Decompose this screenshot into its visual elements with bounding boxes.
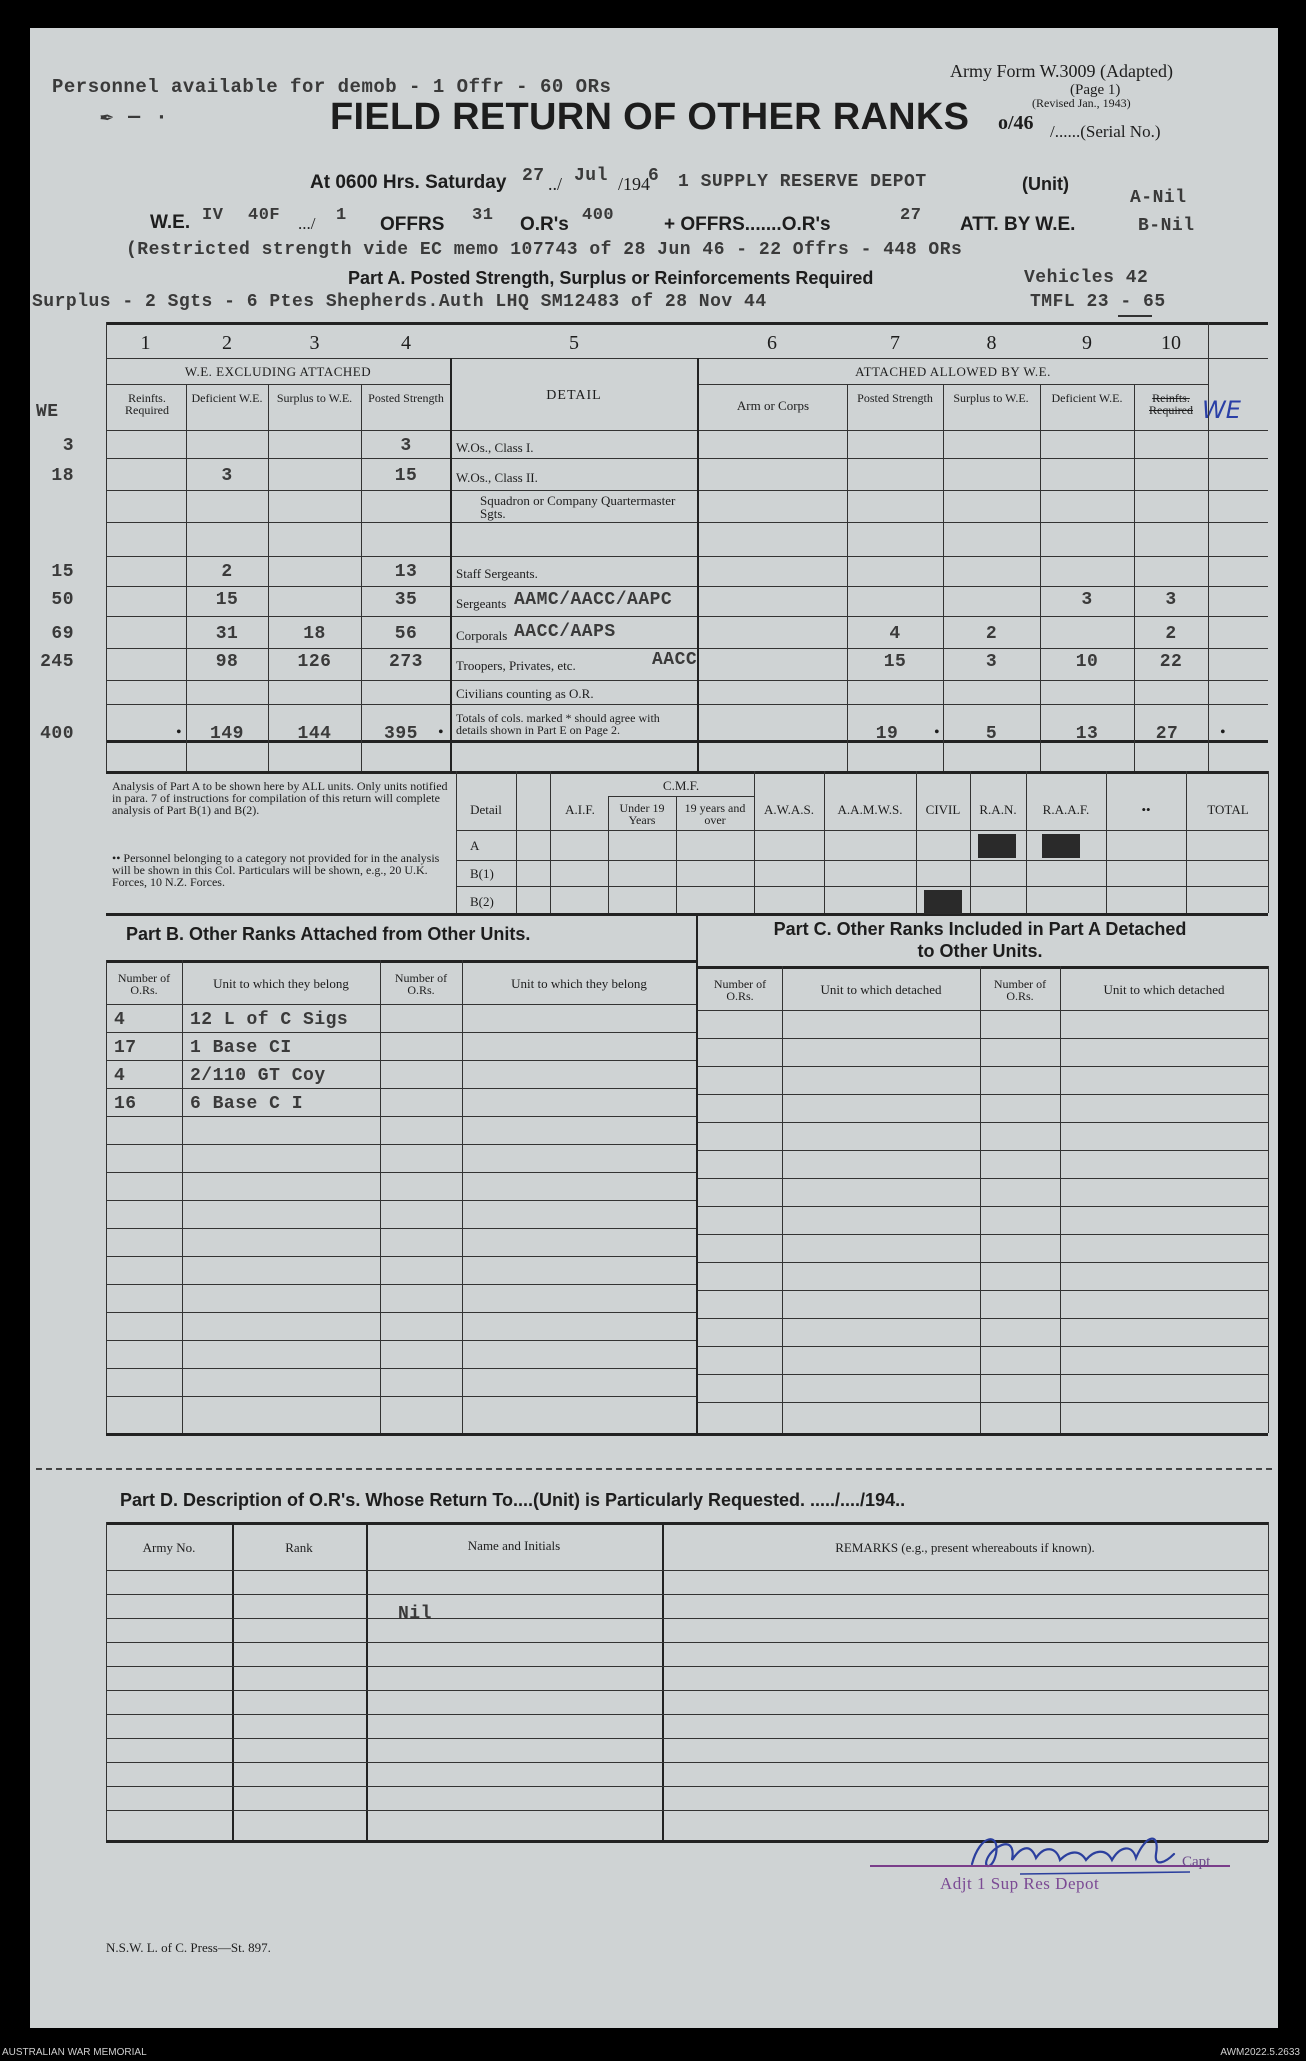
- day-value: 27: [522, 166, 545, 186]
- part-b-unit: 2/110 GT Coy: [190, 1066, 326, 1086]
- analysis-row-a: A: [470, 838, 480, 853]
- we-row-value: 50: [51, 590, 74, 610]
- pen-mark: ✒ ‒ ·: [100, 105, 169, 130]
- surplus-att: 2: [985, 624, 998, 644]
- year-digit: 6: [648, 166, 660, 186]
- offrs-label: OFFRS: [380, 214, 445, 235]
- analysis-note-1: Analysis of Part A to be shown here by ALL units. Only units notified in para. 7 of instructions for compilation of this return will complete analysis of Part B(1) and B(2).: [112, 779, 448, 817]
- detail-header: DETAIL: [546, 388, 602, 403]
- we-row-value: 69: [51, 624, 74, 644]
- part-c-num-header-2: Number of O.Rs.: [993, 977, 1047, 1003]
- col-head-deficient: Deficient W.E.: [191, 391, 263, 405]
- part-c-title: [700, 918, 1260, 962]
- detail-typed: AACC/AAPS: [514, 622, 616, 642]
- total-mark: •: [1220, 724, 1226, 741]
- posted-strength: 3: [400, 436, 412, 456]
- part-b-unit: 12 L of C Sigs: [190, 1010, 349, 1030]
- total-mark: •: [934, 724, 940, 741]
- we-row-value: 18: [51, 466, 74, 486]
- redaction-civil: [924, 890, 962, 914]
- posted-att: 4: [889, 624, 901, 644]
- col-number: 9: [1082, 332, 1092, 354]
- we-value-3: 1: [336, 206, 347, 225]
- col-number: 6: [767, 332, 777, 354]
- detail-label: Civilians counting as O.R.: [456, 686, 594, 701]
- cut-line: [36, 1468, 1272, 1470]
- col-head-reinfts-att: Reinfts. Required: [1149, 391, 1193, 417]
- b-nil: B-Nil: [1138, 216, 1195, 236]
- archive-caption-right: AWM2022.5.2633: [1220, 2047, 1300, 2058]
- deficient-att-total: 13: [1075, 724, 1099, 744]
- month-value: Jul: [574, 166, 608, 186]
- part-d-army-header: Army No.: [142, 1540, 196, 1555]
- deficient-we: 3: [221, 466, 233, 486]
- part-b-unit-header: Unit to which they belong: [213, 976, 349, 991]
- part-b-title: Part B. Other Ranks Attached from Other Units.: [126, 924, 531, 944]
- part-b-num: 17: [114, 1038, 137, 1058]
- total-mark: •: [176, 724, 182, 741]
- revision-date: (Revised Jan., 1943): [1032, 96, 1131, 110]
- detail-label: Sergeants: [456, 596, 507, 611]
- posted-strength: 273: [389, 652, 423, 672]
- att-label: ATT. BY W.E.: [960, 214, 1076, 235]
- posted-att-total: 19: [875, 724, 899, 744]
- we-excluding-attached-header: W.E. EXCLUDING ATTACHED: [184, 364, 372, 379]
- posted-strength: 13: [394, 562, 418, 582]
- analysis-note-2: •• Personnel belonging to a category not provided for in the analysis will be shown in this Col. Particulars will be shown, e.g., 20 U.K. Forces, 10 N.Z. Forces.: [112, 851, 440, 889]
- part-a-title: Part A. Posted Strength, Surplus or Reinforcements Required: [348, 268, 874, 288]
- part-c-unit-header-2: Unit to which detached: [1103, 982, 1225, 997]
- analysis-detail: Detail: [470, 802, 502, 817]
- part-d-title: Part D. Description of O.R's. Whose Return To....(Unit) is Particularly Requested. ...../..../194..: [120, 1490, 906, 1510]
- part-b-num-header-2: Number of O.Rs.: [394, 971, 448, 997]
- posted-att: 15: [883, 652, 907, 672]
- we-total: 400: [40, 724, 74, 744]
- we-row-value: 245: [40, 652, 74, 672]
- form-number: Army Form W.3009 (Adapted): [950, 61, 1173, 81]
- deficient-we: 98: [215, 652, 239, 672]
- we-row-value: 3: [62, 436, 74, 456]
- deficient-we: 31: [215, 624, 239, 644]
- reinfts-att: 22: [1159, 652, 1183, 672]
- totals-note: Totals of cols. marked * should agree with details shown in Part E on Page 2.: [456, 711, 660, 737]
- surplus-att-total: 5: [985, 724, 998, 744]
- demob-note: Personnel available for demob - 1 Offr - 60 ORs: [52, 76, 612, 98]
- detail-label: W.Os., Class II.: [456, 470, 538, 485]
- restricted-note: (Restricted strength vide EC memo 107743 of 28 Jun 46 - 22 Offrs - 448 ORs: [126, 240, 963, 260]
- ors2-value: 27: [900, 206, 922, 225]
- signature-rank: Capt: [1182, 1854, 1211, 1870]
- detail-typed: AAMC/AACC/AAPC: [514, 590, 673, 610]
- col-head-surplus-att: Surplus to W.E.: [953, 391, 1029, 405]
- col-number: 4: [401, 332, 411, 354]
- serial-value: o/46: [998, 112, 1034, 134]
- redaction-ran: [978, 834, 1016, 858]
- year-prefix: /194: [618, 174, 651, 194]
- offrs2-label: + OFFRS.......O.R's: [664, 214, 831, 235]
- serial-label: /......(Serial No.): [1050, 122, 1161, 141]
- detail-typed: AACC: [652, 650, 698, 670]
- deficient-total: 149: [210, 724, 244, 744]
- analysis-aamws: A.A.M.W.S.: [837, 802, 903, 817]
- part-d-nil: Nil: [398, 1604, 432, 1624]
- surplus-total: 144: [297, 724, 332, 744]
- ors-label: O.R's: [520, 214, 569, 235]
- we-label: W.E.: [150, 212, 191, 233]
- col-head-surplus: Surplus to W.E.: [276, 391, 353, 405]
- we-value-1: IV: [202, 206, 224, 225]
- analysis-aif: A.I.F.: [565, 802, 595, 817]
- part-b-unit: 6 Base C I: [190, 1094, 304, 1114]
- part-b-num-header: Number of O.Rs.: [117, 971, 171, 997]
- surplus-note: Surplus - 2 Sgts - 6 Ptes Shepherds.Auth LHQ SM12483 of 28 Nov 44: [32, 292, 767, 312]
- col-number: 1: [140, 332, 151, 354]
- part-b-unit: 1 Base CI: [190, 1038, 292, 1058]
- reinfts-att-total: 27: [1155, 724, 1179, 744]
- detail-label: Squadron or Company Quartermaster Sgts.: [480, 493, 676, 521]
- offrs-value: 31: [472, 206, 494, 225]
- part-c-num-header: Number of O.Rs.: [713, 977, 767, 1003]
- posted-strength: 56: [394, 624, 418, 644]
- col-number: 7: [890, 332, 900, 354]
- reinfts-att: 2: [1165, 624, 1177, 644]
- analysis-ran: R.A.N.: [979, 802, 1017, 817]
- form-title: FIELD RETURN OF OTHER RANKS: [330, 96, 970, 138]
- analysis-row-b2: B(2): [470, 894, 494, 909]
- part-d-rank-header: Rank: [285, 1540, 313, 1555]
- part-b-num: 4: [114, 1010, 126, 1030]
- adjutant-stamp: Adjt 1 Sup Res Depot: [940, 1874, 1100, 1893]
- analysis-under19: Under 19 Years: [619, 801, 665, 827]
- part-c-unit-header: Unit to which detached: [820, 982, 942, 997]
- detail-label: W.Os., Class I.: [456, 440, 534, 455]
- col-number: 5: [569, 332, 579, 354]
- ors-value: 400: [582, 206, 615, 225]
- reinfts-att: 3: [1165, 590, 1177, 610]
- analysis-total: TOTAL: [1207, 802, 1249, 817]
- col-number: 3: [309, 332, 320, 354]
- col-head-reinfts: Reinfts. Required: [125, 391, 169, 417]
- signature-line: [870, 1865, 1230, 1867]
- analysis-other: ••: [1141, 802, 1151, 817]
- deficient-att: 3: [1081, 590, 1093, 610]
- at-hours-label: At 0600 Hrs. Saturday: [310, 172, 507, 193]
- col-number: 10: [1161, 332, 1181, 354]
- part-d-name-header: Name and Initials: [467, 1538, 561, 1553]
- unit-name: 1 SUPPLY RESERVE DEPOT: [678, 172, 927, 192]
- col-number: 8: [986, 332, 997, 354]
- attached-allowed-header: ATTACHED ALLOWED BY W.E.: [855, 364, 1051, 379]
- posted-strength: 35: [394, 590, 418, 610]
- part-b-num: 4: [114, 1066, 126, 1086]
- col-head-posted: Posted Strength: [368, 391, 444, 405]
- redaction-raaf: [1042, 834, 1080, 858]
- a-nil: A-Nil: [1130, 188, 1187, 208]
- vehicles-note: Vehicles 42: [1024, 268, 1149, 288]
- printer-imprint: N.S.W. L. of C. Press—St. 897.: [106, 1940, 271, 1955]
- surplus-we: 126: [297, 652, 332, 672]
- we-value-2: 40F: [248, 206, 281, 225]
- tmfl-note: TMFL 23 - 65: [1030, 292, 1166, 312]
- total-mark: •: [438, 724, 444, 741]
- we-margin-label: WE: [36, 402, 59, 422]
- deficient-we: 2: [221, 562, 233, 582]
- surplus-att: 3: [985, 652, 998, 672]
- archive-caption-left: AUSTRALIAN WAR MEMORIAL: [2, 2047, 147, 2058]
- analysis-raaf: R.A.A.F.: [1042, 802, 1090, 817]
- part-b-num: 16: [114, 1094, 137, 1114]
- deficient-we: 15: [215, 590, 239, 610]
- handwritten-we: WE: [1202, 396, 1241, 424]
- analysis-awas: A.W.A.S.: [763, 802, 815, 817]
- col-head-posted-att: Posted Strength: [857, 391, 933, 405]
- part-d-remarks-header: REMARKS (e.g., present whereabouts if known).: [835, 1540, 1095, 1555]
- posted-strength: 15: [394, 466, 418, 486]
- analysis-civil: CIVIL: [925, 802, 961, 817]
- unit-label: (Unit): [1022, 174, 1069, 194]
- we-row-value: 15: [51, 562, 74, 582]
- analysis-row-b1: B(1): [470, 866, 494, 881]
- deficient-att: 10: [1075, 652, 1099, 672]
- part-c-title-line-1: Part C. Other Ranks Included in Part A Detached: [773, 919, 1187, 939]
- detail-label: Troopers, Privates, etc.: [456, 658, 576, 673]
- analysis-cmf: C.M.F.: [662, 778, 700, 793]
- col-head-deficient-att: Deficient W.E.: [1051, 391, 1123, 405]
- posted-total: 395: [384, 724, 418, 744]
- surplus-we: 18: [303, 624, 326, 644]
- col-head-arm: Arm or Corps: [736, 398, 810, 413]
- page-number: (Page 1): [1070, 82, 1121, 98]
- analysis-over19: 19 years and over: [684, 801, 746, 827]
- detail-label: Staff Sergeants.: [456, 566, 538, 581]
- detail-label: Corporals: [456, 628, 508, 643]
- part-c-title-line-2: to Other Units.: [917, 941, 1043, 961]
- form-sheet: Personnel available for demob - 1 Offr - 60 ORs ✒ ‒ · Army Form W.3009 (Adapted) (Page 1) (Revised Jan., 1943) FIELD RETURN OF OTHER RANKS o/46 /......(Serial No.) At 0600 Hrs. Saturday 27 ../ Jul /194 6 1 SUPPLY RESERVE DEPOT (Unit) A-Nil W.E. IV 40F .../ 1 OFFRS 31 O.R's 400 + OFFRS.......O.R's 27 ATT. BY W.E. B-Nil (Restricted strength vide EC memo 107743 of 28 Jun 46 - 22 Offrs - 448 ORs Part A. Posted Strength, Surplus or Reinforcements Required Vehicles 42 Surplus - 2 Sgts - 6 Ptes Shepherds.Auth LHQ SM12483 of 28 Nov 44 TMFL 23 - 65 1 2 3 4 5 6 7 8 9 10 W.E. EXCLUDING ATTACHED ATTACHED ALLOWED BY W.E. DETAIL Reinfts. Required Deficient W.E. Surplus to W.E. Posted Strength Arm or Corps Posted Strength Surplus to W.E. Deficient W.E. Reinfts. Required WE WE 3 W.Os., Class I. 3 18 W.Os., Class II. 3 15 Squadron or Company Quartermaster Sgts. 15 Staff Sergeants. 2 13 50 Sergeants AAMC/AACC/AAPC 15 35 3 3 69 Corporals AACC/AAPS 31 18 56 4 2 2 245 Troopers, Privates, etc. AACC 98 126 273 15 3 10 22 Civilians counting as O.R. 400 Totals of cols. marked * should agree with details shown in Part E on Page 2. • 149 144 395 • 19 • 5 13 27 • Analysis of Part A to be shown here by ALL units. Only units notified in para. 7 of instructions for compilation of this return will complete analysis of Part B(1) and B(2). •• Personnel belonging to a category not provided for in the analysis will be shown in this Col. Particulars will be shown, e.g., 20 U.K. Forces, 10 N.Z. Forces. Detail A.I.F. C.M.F. Under 19 Years 19 years and over A.W.A.S. A.A.M.W.S. CIVIL R.A.N. R.A.A.F. •• TOTAL A B(1) B(2) Part B. Other Ranks Attached from Other Units. Part C. Other Ranks Included in Part A Detached to Other Units. Number of O.Rs. Unit to which they belong Number of O.Rs. Unit to which they belong Number of O.Rs. Unit to which detached Number of O.Rs. Unit to which detached 4 12 L of C Sigs 17 1 Base CI 4 2/110 GT Coy 16 6 Base C I Part D. Description of O.R's. Whose Return To....(Unit) is Particularly Requested. ...../..../194.. Army No. Rank Name and Initials REMARKS (e.g., present whereabouts if known). Nil Capt Adjt 1 Sup Res Depot N.S.W. L. of C. Press—St. 897.: [30, 28, 1278, 2028]
- col-number: 2: [222, 332, 232, 354]
- part-b-unit-header-2: Unit to which they belong: [511, 976, 647, 991]
